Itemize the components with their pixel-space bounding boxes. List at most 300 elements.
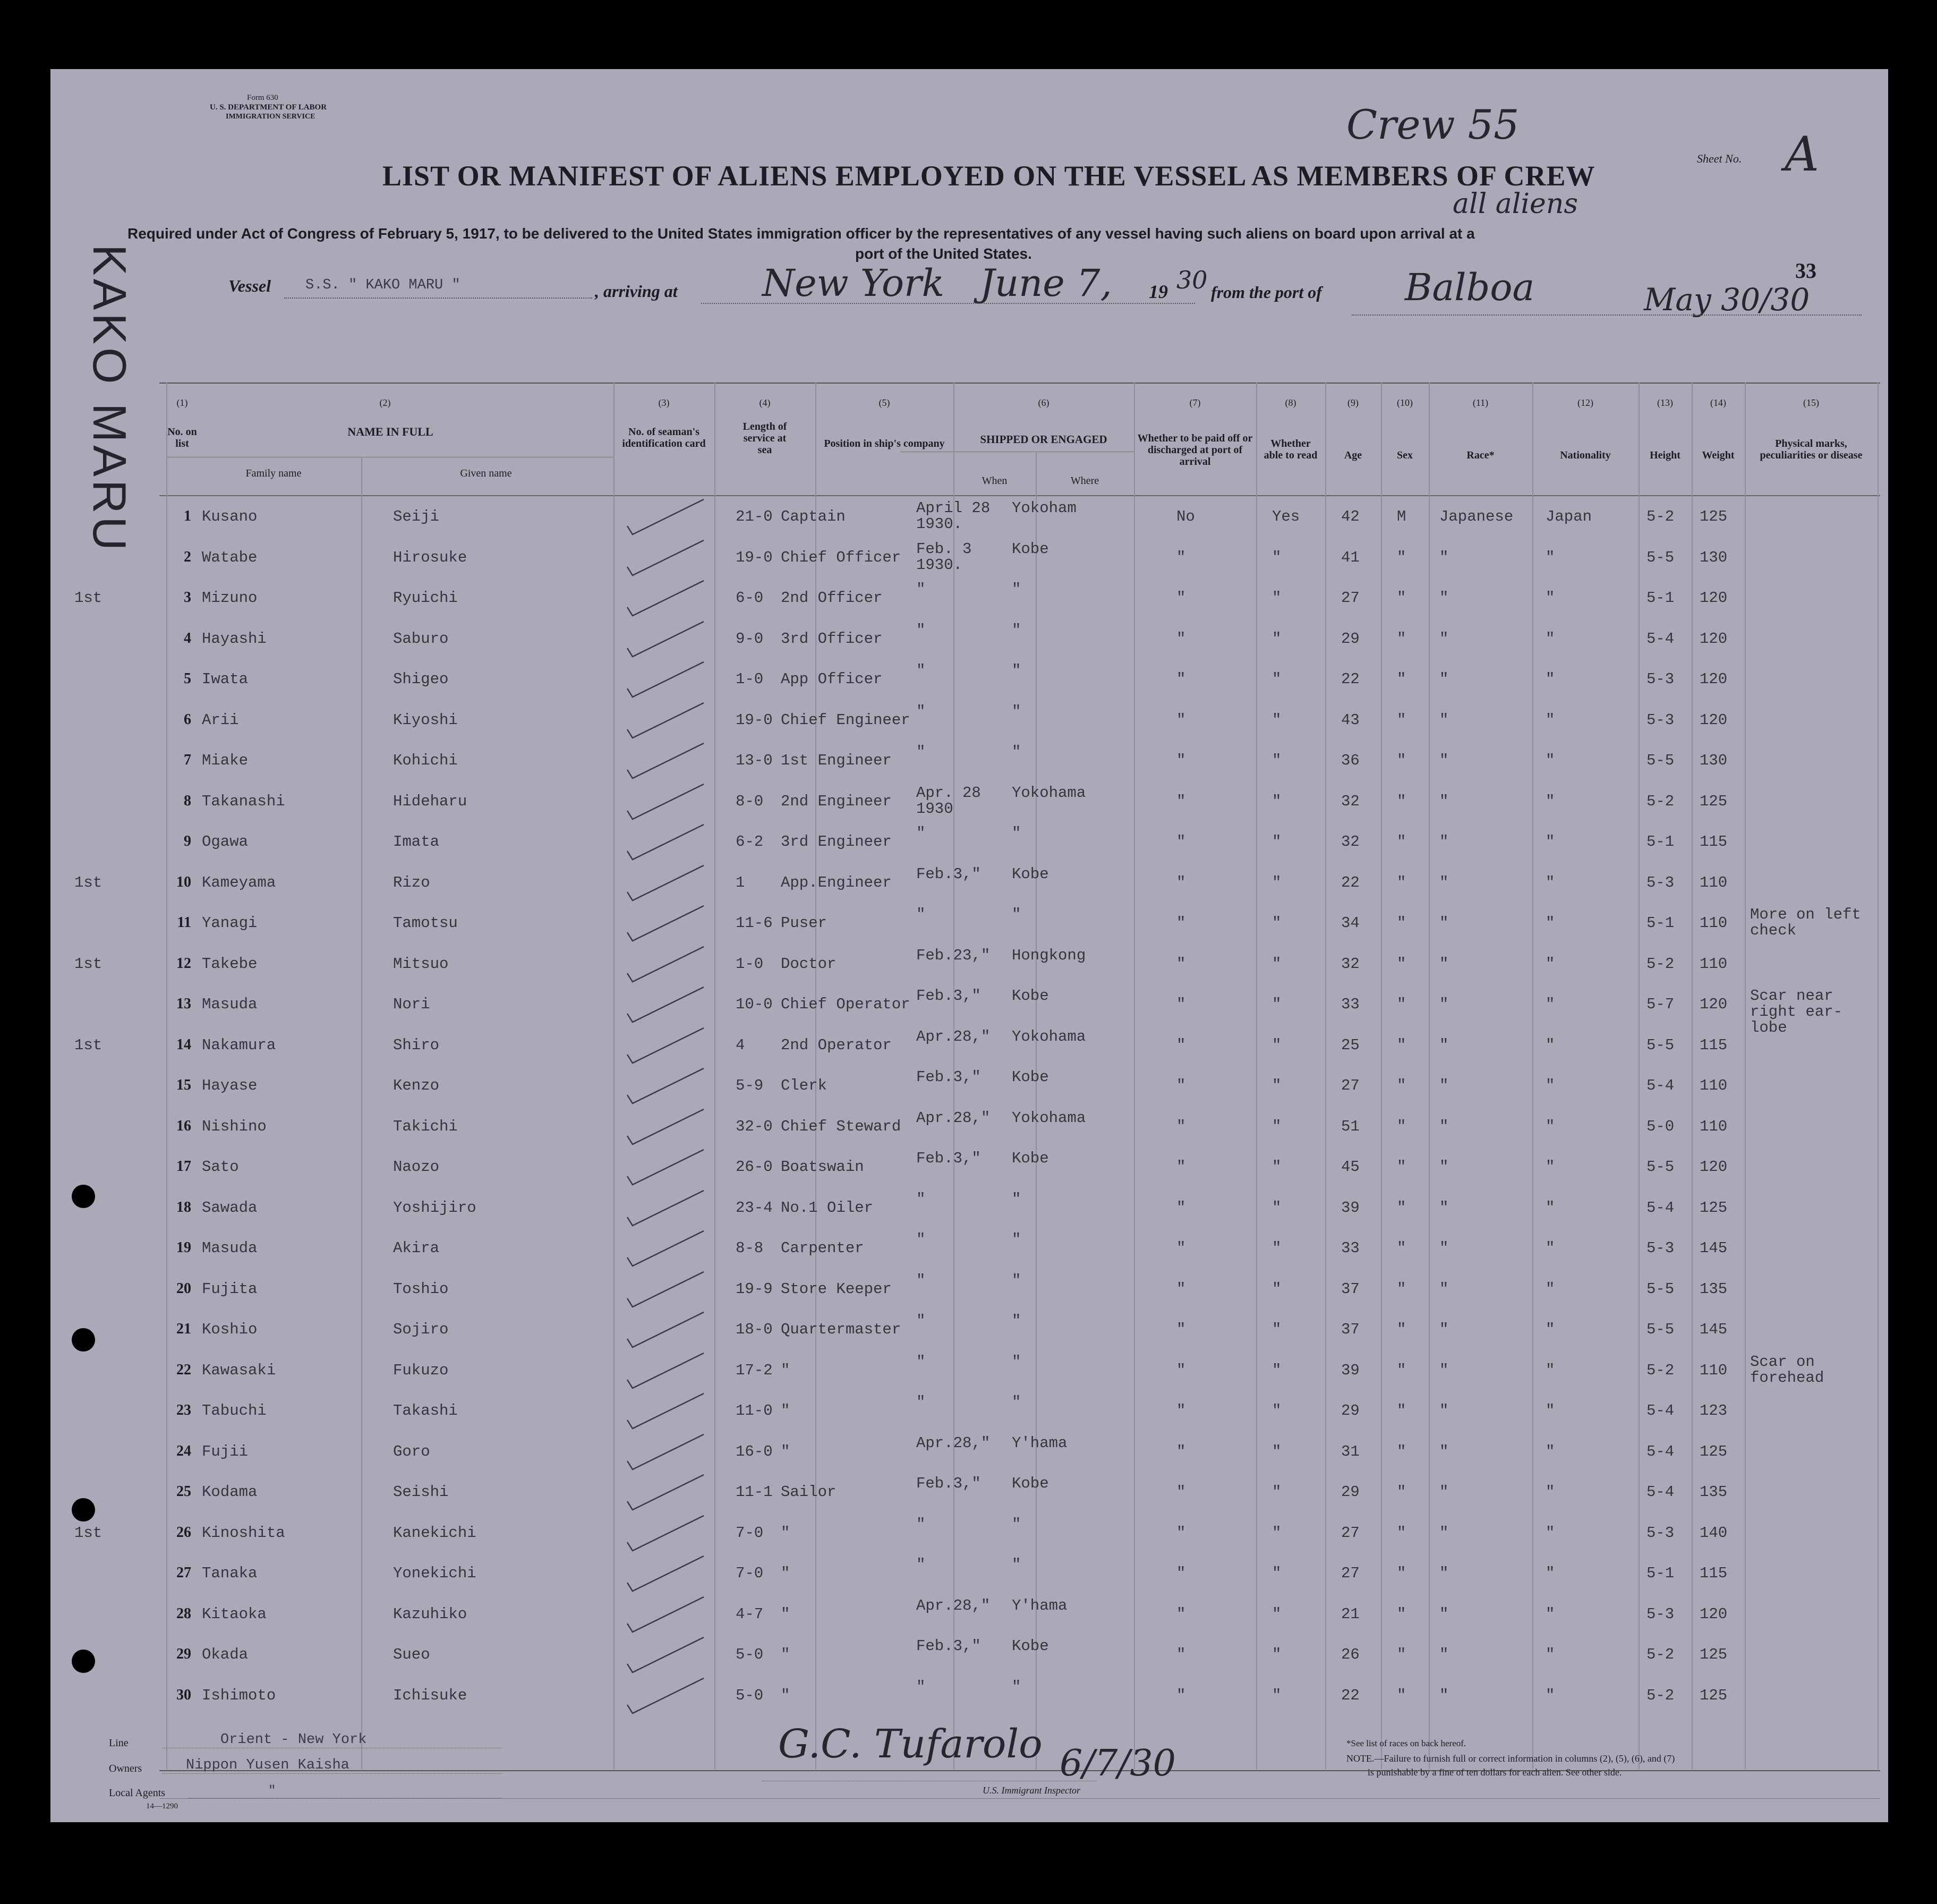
row-position: 2nd Operator: [781, 1036, 892, 1054]
row-where: ": [1012, 1678, 1021, 1696]
row-position: 2nd Officer: [781, 589, 883, 607]
row-when: ": [916, 1312, 926, 1330]
row-position: ": [781, 1605, 790, 1623]
row-family-name: Miake: [202, 752, 249, 769]
row-where: ": [1012, 824, 1021, 842]
row-when: ": [916, 662, 926, 679]
row-family-name: Yanagi: [202, 914, 258, 932]
row-sex: ": [1397, 1565, 1406, 1582]
row-able-to-read: ": [1272, 1198, 1282, 1217]
row-paid-off: ": [1176, 1361, 1186, 1379]
row-nationality: ": [1546, 833, 1555, 851]
checkmark-icon: [624, 942, 709, 985]
row-when: ": [916, 1271, 926, 1289]
from-port: Balboa: [1405, 266, 1535, 309]
row-where: Kobe: [1012, 1637, 1049, 1655]
row-when: Feb.3,": [916, 1068, 981, 1086]
row-when: April 28 1930.: [916, 499, 991, 533]
table-row: [50, 1474, 1888, 1514]
row-when: ": [916, 1190, 926, 1208]
row-length-of-service: 26-0: [736, 1158, 773, 1176]
row-age: 33: [1341, 1239, 1360, 1257]
row-nationality: ": [1546, 1321, 1555, 1338]
row-race: ": [1439, 1077, 1449, 1094]
inspector-label: U.S. Immigrant Inspector: [983, 1785, 1080, 1796]
row-able-to-read: ": [1272, 1077, 1282, 1094]
row-height: 5-5: [1646, 1158, 1675, 1176]
page-number: 33: [1795, 259, 1816, 283]
row-weight: 120: [1700, 711, 1728, 729]
row-age: 21: [1341, 1605, 1360, 1623]
row-sex: ": [1397, 1198, 1406, 1217]
row-height: 5-1: [1646, 833, 1675, 851]
row-age: 51: [1341, 1117, 1360, 1135]
row-age: 29: [1341, 630, 1360, 648]
row-age: 27: [1341, 1565, 1360, 1582]
row-given-name: Mitsuo: [393, 955, 449, 973]
row-race: ": [1439, 873, 1449, 891]
checkmark-icon: [624, 1470, 709, 1513]
arriving-label: , arriving at: [595, 282, 678, 301]
row-position: App.Engineer: [781, 873, 892, 891]
row-height: 5-2: [1646, 1686, 1675, 1704]
row-race: ": [1439, 1483, 1449, 1501]
row-number: 4: [184, 630, 191, 647]
row-when: ": [916, 581, 926, 598]
page-title: LIST OR MANIFEST OF ALIENS EMPLOYED ON THE VESSEL AS MEMBERS OF CREW: [382, 160, 1595, 192]
row-number: 29: [176, 1646, 191, 1662]
row-family-name: Okada: [202, 1646, 249, 1663]
row-given-name: Saburo: [393, 630, 449, 648]
row-weight: 110: [1700, 1077, 1728, 1094]
row-race: ": [1439, 1280, 1449, 1298]
row-where: Yokoham: [1012, 499, 1077, 517]
row-mark: 1st: [74, 1036, 103, 1054]
row-weight: 123: [1700, 1402, 1728, 1420]
row-family-name: Sato: [202, 1158, 239, 1176]
row-paid-off: ": [1176, 1442, 1186, 1460]
row-where: Kobe: [1012, 1068, 1049, 1086]
row-able-to-read: ": [1272, 833, 1282, 851]
row-when: ": [916, 702, 926, 720]
row-family-name: Koshio: [202, 1321, 258, 1338]
row-position: ": [781, 1442, 790, 1460]
row-where: ": [1012, 743, 1021, 761]
row-sex: M: [1397, 508, 1406, 525]
row-position: 3rd Engineer: [781, 833, 892, 851]
row-where: Yokohama: [1012, 1109, 1086, 1127]
row-when: Feb. 3 1930.: [916, 540, 972, 574]
row-given-name: Hideharu: [393, 792, 467, 810]
row-weight: 125: [1700, 1198, 1728, 1217]
row-family-name: Hayashi: [202, 630, 267, 648]
row-length-of-service: 11-6: [736, 914, 773, 932]
row-nationality: ": [1546, 670, 1555, 688]
table-row: [50, 1677, 1888, 1718]
checkmark-icon: [624, 1227, 709, 1269]
row-given-name: Goro: [393, 1442, 430, 1460]
row-nationality: ": [1546, 711, 1555, 729]
row-race: ": [1439, 914, 1449, 932]
row-race: ": [1439, 1036, 1449, 1054]
row-position: 1st Engineer: [781, 752, 892, 769]
row-when: ": [916, 1231, 926, 1248]
row-age: 37: [1341, 1280, 1360, 1298]
row-sex: ": [1397, 548, 1406, 566]
table-row: [50, 498, 1888, 539]
row-weight: 135: [1700, 1483, 1728, 1501]
row-physical-marks: Scar near right ear-lobe: [1750, 987, 1843, 1036]
row-length-of-service: 19-0: [736, 711, 773, 729]
checkmark-icon: [624, 1674, 709, 1716]
row-race: ": [1439, 1442, 1449, 1460]
row-weight: 120: [1700, 1158, 1728, 1176]
footer-dotted-2: [162, 1773, 502, 1774]
row-race: ": [1439, 955, 1449, 973]
row-length-of-service: 23-4: [736, 1198, 773, 1217]
row-number: 11: [177, 914, 191, 931]
row-number: 10: [176, 873, 191, 890]
row-height: 5-4: [1646, 1077, 1675, 1094]
table-row: [50, 1352, 1888, 1392]
row-when: Apr.28,": [916, 1027, 991, 1046]
row-paid-off: ": [1176, 873, 1186, 891]
row-race: ": [1439, 996, 1449, 1013]
row-paid-off: ": [1176, 711, 1186, 729]
row-able-to-read: ": [1272, 1524, 1282, 1542]
header-name-in-full: NAME IN FULL: [347, 425, 433, 438]
row-age: 27: [1341, 589, 1360, 607]
row-race: ": [1439, 752, 1449, 769]
row-given-name: Kanekichi: [393, 1524, 476, 1542]
row-able-to-read: ": [1272, 548, 1282, 566]
row-when: Apr.28,": [916, 1596, 991, 1614]
row-family-name: Kawasaki: [202, 1361, 276, 1379]
row-number: 13: [176, 996, 191, 1012]
arriving-date: June 7,: [980, 261, 1112, 305]
row-position: ": [781, 1524, 790, 1542]
row-position: Captain: [781, 508, 846, 525]
row-position: Clerk: [781, 1077, 827, 1094]
row-sex: ": [1397, 1321, 1406, 1338]
row-able-to-read: ": [1272, 1565, 1282, 1582]
row-able-to-read: ": [1272, 1605, 1282, 1623]
row-nationality: ": [1546, 1524, 1555, 1542]
header-paid-off: Whether to be paid off or discharged at port of arrival: [1137, 432, 1253, 468]
col-num: (13): [1657, 397, 1673, 408]
row-when: ": [916, 743, 926, 761]
table-row: [50, 1271, 1888, 1311]
row-height: 5-2: [1646, 1361, 1675, 1379]
row-length-of-service: 8-0: [736, 792, 764, 810]
row-race: ": [1439, 1239, 1449, 1257]
row-age: 32: [1341, 833, 1360, 851]
row-paid-off: ": [1176, 792, 1186, 810]
from-date: May 30/30: [1644, 282, 1810, 318]
footer-rule: [159, 1798, 1880, 1799]
col-num: (8): [1285, 397, 1296, 408]
table-row: [50, 1311, 1888, 1352]
row-sex: ": [1397, 1402, 1406, 1420]
signature-date: 6/7/30: [1060, 1742, 1176, 1784]
row-weight: 125: [1700, 508, 1728, 525]
row-where: ": [1012, 1393, 1021, 1411]
row-given-name: Seishi: [393, 1483, 449, 1501]
row-when: Feb.3,": [916, 1475, 981, 1492]
row-when: ": [916, 1393, 926, 1411]
row-given-name: Naozo: [393, 1158, 440, 1176]
row-weight: 130: [1700, 548, 1728, 566]
row-sex: ": [1397, 1686, 1406, 1704]
row-sex: ": [1397, 630, 1406, 648]
row-sex: ": [1397, 670, 1406, 688]
penalty-note-1: NOTE.—Failure to furnish full or correct information in columns (2), (5), (6), and (7): [1346, 1753, 1675, 1764]
row-family-name: Sawada: [202, 1198, 258, 1217]
row-position: Chief Steward: [781, 1117, 901, 1135]
row-nationality: ": [1546, 1117, 1555, 1135]
row-paid-off: ": [1176, 1524, 1186, 1542]
row-where: ": [1012, 1515, 1021, 1533]
row-sex: ": [1397, 1280, 1406, 1298]
checkmark-icon: [624, 739, 709, 781]
checkmark-icon: [624, 1024, 709, 1066]
sheet-label: Sheet No.: [1697, 152, 1742, 165]
row-position: App Officer: [781, 670, 883, 688]
header-physical-marks: Physical marks, peculiarities or disease: [1760, 438, 1863, 461]
row-number: 1: [184, 508, 191, 524]
margin-vessel-name: KAKO MARU: [83, 244, 136, 554]
header-no-on-list: No. on list: [167, 426, 197, 449]
row-family-name: Kameyama: [202, 873, 276, 891]
row-able-to-read: ": [1272, 955, 1282, 973]
row-nationality: ": [1546, 1158, 1555, 1176]
checkmark-icon: [624, 1064, 709, 1107]
row-nationality: ": [1546, 1198, 1555, 1217]
row-age: 34: [1341, 914, 1360, 932]
row-sex: ": [1397, 914, 1406, 932]
table-row: [50, 1108, 1888, 1149]
row-race: ": [1439, 1565, 1449, 1582]
row-number: 23: [176, 1402, 191, 1418]
row-length-of-service: 16-0: [736, 1442, 773, 1460]
arriving-port: New York: [762, 261, 944, 305]
header-race: Race*: [1466, 449, 1495, 461]
row-nationality: ": [1546, 792, 1555, 810]
row-length-of-service: 11-0: [736, 1402, 773, 1420]
row-height: 5-3: [1646, 1605, 1675, 1623]
vessel-label: Vessel: [228, 276, 271, 295]
row-race: ": [1439, 1361, 1449, 1379]
row-race: ": [1439, 548, 1449, 566]
row-where: ": [1012, 662, 1021, 679]
row-paid-off: ": [1176, 1686, 1186, 1704]
row-age: 32: [1341, 792, 1360, 810]
row-family-name: Ishimoto: [202, 1686, 276, 1704]
row-number: 3: [184, 589, 191, 606]
row-where: ": [1012, 1271, 1021, 1289]
row-where: ": [1012, 581, 1021, 598]
row-length-of-service: 4-7: [736, 1605, 764, 1623]
row-paid-off: ": [1176, 1239, 1186, 1257]
row-when: Feb.3,": [916, 865, 981, 883]
row-age: 29: [1341, 1402, 1360, 1420]
row-number: 7: [184, 752, 191, 768]
table-row: [50, 1230, 1888, 1270]
row-able-to-read: ": [1272, 914, 1282, 932]
row-when: ": [916, 621, 926, 639]
footer-line-value: Orient - New York: [220, 1732, 367, 1748]
checkmark-icon: [624, 617, 709, 660]
arriving-underline: [701, 303, 1195, 304]
row-height: 5-5: [1646, 1321, 1675, 1338]
row-race: ": [1439, 1198, 1449, 1217]
col-num: (4): [759, 397, 771, 408]
row-family-name: Tanaka: [202, 1565, 258, 1582]
sheet-number: A: [1785, 126, 1819, 182]
row-paid-off: ": [1176, 1158, 1186, 1176]
row-given-name: Kazuhiko: [393, 1605, 467, 1623]
table-row: [50, 1149, 1888, 1189]
row-number: 28: [176, 1605, 191, 1622]
row-sex: ": [1397, 1077, 1406, 1094]
row-number: 20: [176, 1280, 191, 1297]
col-num: (1): [176, 397, 188, 408]
header-height: Height: [1650, 449, 1680, 461]
row-paid-off: ": [1176, 1280, 1186, 1298]
checkmark-icon: [624, 1430, 709, 1473]
row-weight: 125: [1700, 1646, 1728, 1663]
row-race: ": [1439, 589, 1449, 607]
table-row: [50, 1027, 1888, 1067]
table-row: [50, 1596, 1888, 1636]
row-where: Hongkong: [1012, 946, 1086, 964]
all-aliens-note: all aliens: [1453, 188, 1578, 220]
row-height: 5-3: [1646, 670, 1675, 688]
header-age: Age: [1344, 449, 1362, 461]
row-paid-off: ": [1176, 1077, 1186, 1094]
row-sex: ": [1397, 1524, 1406, 1542]
row-nationality: ": [1546, 1402, 1555, 1420]
row-length-of-service: 19-0: [736, 548, 773, 566]
row-nationality: ": [1546, 1646, 1555, 1663]
checkmark-icon: [624, 902, 709, 944]
row-given-name: Takashi: [393, 1402, 458, 1420]
table-row: [50, 1067, 1888, 1108]
table-row: [50, 1392, 1888, 1433]
header-id-card: No. of seaman's identification card: [622, 426, 706, 449]
checkmark-icon: [624, 1308, 709, 1350]
row-family-name: Ogawa: [202, 833, 249, 851]
row-family-name: Kusano: [202, 508, 258, 525]
row-weight: 140: [1700, 1524, 1728, 1542]
inspector-signature: G.C. Tufarolo: [778, 1721, 1043, 1767]
service-label: IMMIGRATION SERVICE: [226, 113, 315, 121]
row-height: 5-1: [1646, 1565, 1675, 1582]
row-given-name: Imata: [393, 833, 440, 851]
row-position: ": [781, 1361, 790, 1379]
row-mark: 1st: [74, 955, 103, 973]
row-when: Feb.3,": [916, 1637, 981, 1655]
row-paid-off: ": [1176, 1565, 1186, 1582]
row-when: ": [916, 824, 926, 842]
row-nationality: ": [1546, 1605, 1555, 1623]
races-note: *See list of races on back hereof.: [1346, 1738, 1466, 1748]
row-family-name: Kitaoka: [202, 1605, 267, 1623]
row-family-name: Kinoshita: [202, 1524, 285, 1542]
subheader-family-name: Family name: [245, 468, 302, 479]
row-position: ": [781, 1402, 790, 1420]
table-row: [50, 1433, 1888, 1474]
row-nationality: ": [1546, 752, 1555, 769]
row-family-name: Watabe: [202, 548, 258, 566]
row-paid-off: ": [1176, 630, 1186, 648]
row-nationality: ": [1546, 630, 1555, 648]
row-nationality: ": [1546, 873, 1555, 891]
row-length-of-service: 5-0: [736, 1646, 764, 1663]
row-number: 5: [184, 670, 191, 687]
row-paid-off: ": [1176, 1483, 1186, 1501]
row-age: 43: [1341, 711, 1360, 729]
row-position: Quartermaster: [781, 1321, 901, 1338]
col-num: (2): [379, 397, 391, 408]
footer-form-code: 14—1290: [146, 1802, 178, 1810]
row-race: Japanese: [1439, 508, 1514, 525]
row-race: ": [1439, 1646, 1449, 1663]
row-where: Kobe: [1012, 1150, 1049, 1167]
from-label: from the port of: [1211, 283, 1322, 302]
row-given-name: Akira: [393, 1239, 440, 1257]
row-paid-off: ": [1176, 1402, 1186, 1420]
row-height: 5-1: [1646, 589, 1675, 607]
row-length-of-service: 13-0: [736, 752, 773, 769]
row-position: ": [781, 1565, 790, 1582]
row-height: 5-7: [1646, 996, 1675, 1013]
year-prefix: 19: [1149, 281, 1168, 302]
checkmark-icon: [624, 658, 709, 700]
row-where: ": [1012, 1312, 1021, 1330]
row-age: 39: [1341, 1361, 1360, 1379]
row-able-to-read: ": [1272, 1280, 1282, 1298]
row-family-name: Masuda: [202, 1239, 258, 1257]
checkmark-icon: [624, 1268, 709, 1310]
row-nationality: ": [1546, 1483, 1555, 1501]
penalty-note-2: is punishable by a fine of ten dollars for each alien. See other side.: [1368, 1767, 1622, 1778]
row-physical-marks: More on left check: [1750, 906, 1861, 939]
row-length-of-service: 7-0: [736, 1524, 764, 1542]
row-given-name: Hirosuke: [393, 548, 467, 566]
row-family-name: Fujii: [202, 1442, 249, 1460]
checkmark-icon: [624, 861, 709, 904]
row-where: ": [1012, 1190, 1021, 1208]
row-height: 5-5: [1646, 548, 1675, 566]
row-number: 24: [176, 1442, 191, 1459]
row-paid-off: No: [1176, 508, 1195, 525]
row-number: 8: [184, 792, 191, 809]
col-num: (12): [1577, 397, 1593, 408]
header-able-to-read: Whether able to read: [1264, 438, 1318, 461]
checkmark-icon: [624, 1105, 709, 1148]
row-where: Kobe: [1012, 1475, 1049, 1492]
checkmark-icon: [624, 536, 709, 579]
row-age: 39: [1341, 1198, 1360, 1217]
row-number: 17: [176, 1158, 191, 1175]
row-sex: ": [1397, 589, 1406, 607]
row-weight: 110: [1700, 1117, 1728, 1135]
row-where: Y'hama: [1012, 1434, 1068, 1452]
header-rule: [159, 495, 1880, 496]
row-mark: 1st: [74, 589, 103, 607]
row-sex: ": [1397, 833, 1406, 851]
